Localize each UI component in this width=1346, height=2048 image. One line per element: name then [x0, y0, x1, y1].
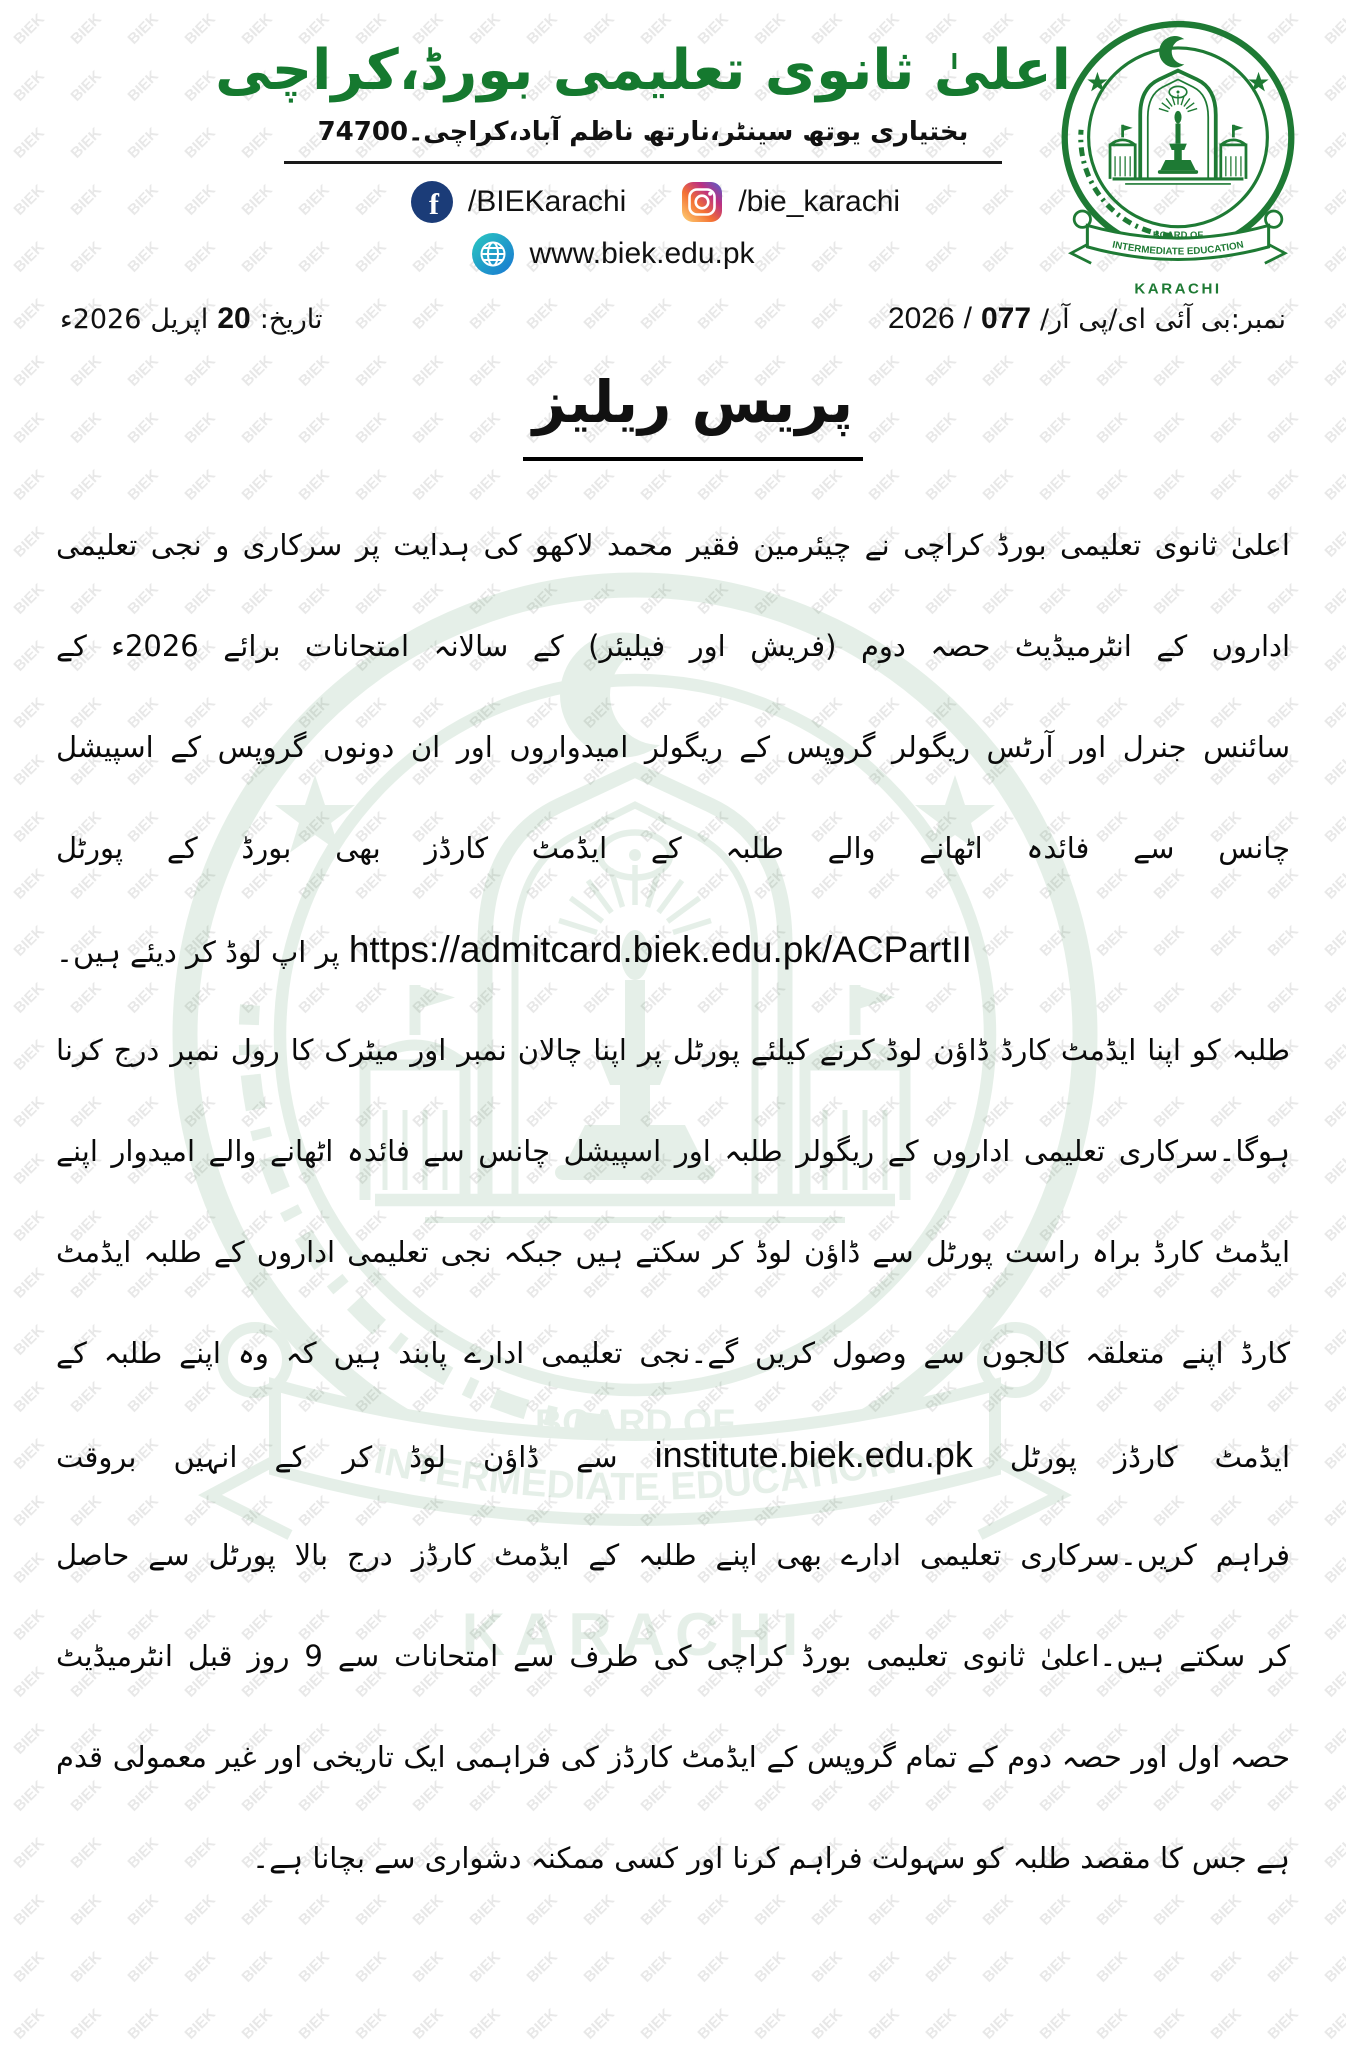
board-logo — [1052, 14, 1304, 301]
body-line: ایڈمٹ کارڈ براہ راست پورٹل سے ڈاؤن لوڈ کر سکتے ہیں جبکہ نجی تعلیمی اداروں کے طلبہ ایڈمٹ — [56, 1234, 1290, 1269]
meta-row — [0, 302, 1346, 336]
body-line: کر سکتے ہیں۔اعلیٰ ثانوی تعلیمی بورڈ کراچی کی طرف سے امتحانات سے 9 روز قبل انٹرمیڈیٹ — [56, 1638, 1290, 1673]
facebook-handle: /BIEKarachi — [467, 185, 627, 219]
ref-number-separator: / — [963, 302, 972, 336]
instagram-icon — [680, 180, 724, 224]
body-line: اداروں کے انٹرمیڈیٹ حصہ دوم (فریش اور فیلیئر) کے سالانہ امتحانات برائے 2026ء کے — [56, 628, 1291, 663]
body-line: فراہم کریں۔سرکاری تعلیمی ادارے بھی اپنے طلبہ کے ایڈمٹ کارڈز درج بالا پورٹل سے حاصل — [56, 1537, 1290, 1572]
body-line: حصہ اول اور حصہ دوم کے تمام گروپس کے ایڈمٹ کارڈز کی فراہمی ایک تاریخی اور غیر معمولی قدم — [56, 1739, 1290, 1774]
facebook-icon — [410, 180, 454, 224]
org-title: اعلیٰ ثانوی تعلیمی بورڈ،کراچی — [215, 38, 1071, 103]
ref-number-value: 077 — [980, 302, 1032, 336]
institute-url: institute.biek.edu.pk — [654, 1433, 973, 1475]
body-line: https://admitcard.biek.edu.pk/ACPartII پر اپ لوڈ کر دیئے ہیں۔ — [56, 928, 972, 970]
body-line: طلبہ کو اپنا ایڈمٹ کارڈ ڈاؤن لوڈ کرنے کیلئے پورٹل پر اپنا چالان نمبر اور میٹرک کا رول نمبر درج کرنا — [56, 1032, 1290, 1067]
body-line: ہے جس کا مقصد طلبہ کو سہولت فراہم کرنا اور کسی ممکنہ دشواری سے بچانا ہے۔ — [252, 1840, 1290, 1875]
ref-number-label: نمبر:بی آئی ای/پی آر/ — [1040, 304, 1286, 336]
svg-text:f: f — [428, 188, 439, 222]
date-label: تاریخ: — [259, 304, 323, 336]
date-year: 2026ء — [60, 304, 142, 336]
date-day: 20 — [217, 302, 251, 336]
body-line: چانس سے فائدہ اٹھانے والے طلبہ کے ایڈمٹ کارڈز بھی بورڈ کے پورٹل — [56, 830, 1290, 865]
date — [60, 302, 323, 336]
press-release-title: پریس ریلیز — [20, 366, 1346, 461]
body-line: سائنس جنرل اور آرٹس ریگولر گروپس کے ریگولر امیدواروں اور ان دونوں گروپس کے اسپیشل — [56, 729, 1290, 764]
body-line: کارڈ اپنے متعلقہ کالجوں سے وصول کریں گے۔نجی تعلیمی ادارے پابند ہیں کہ وہ اپنے طلبہ کے — [56, 1335, 1290, 1370]
body-line: ایڈمٹ کارڈز پورٹل institute.biek.edu.pk سے ڈاؤن لوڈ کر کے انہیں بروقت — [56, 1433, 1290, 1475]
admitcard-url: https://admitcard.biek.edu.pk/ACPartII — [348, 928, 972, 970]
body-line: اعلیٰ ثانوی تعلیمی بورڈ کراچی نے چیئرمین فقیر محمد لاکھو کی ہدایت پر سرکاری و نجی تعلیمی — [56, 527, 1290, 562]
ref-number-year: 2026 — [887, 302, 955, 336]
instagram-handle: /bie_karachi — [738, 185, 901, 219]
date-month: اپریل — [150, 304, 209, 336]
globe-icon — [471, 232, 515, 276]
ref-number — [888, 302, 1286, 336]
website-url: www.biek.edu.pk — [529, 237, 755, 271]
press-body — [0, 495, 1346, 1909]
org-address: بختیاری یوتھ سینٹر،نارتھ ناظم آباد،کراچی۔74700 — [284, 117, 1003, 164]
body-line: ہوگا۔سرکاری تعلیمی اداروں کے ریگولر طلبہ اور اسپیشل چانس سے فائدہ اٹھانے والے امیدوار اپنے — [56, 1133, 1290, 1168]
